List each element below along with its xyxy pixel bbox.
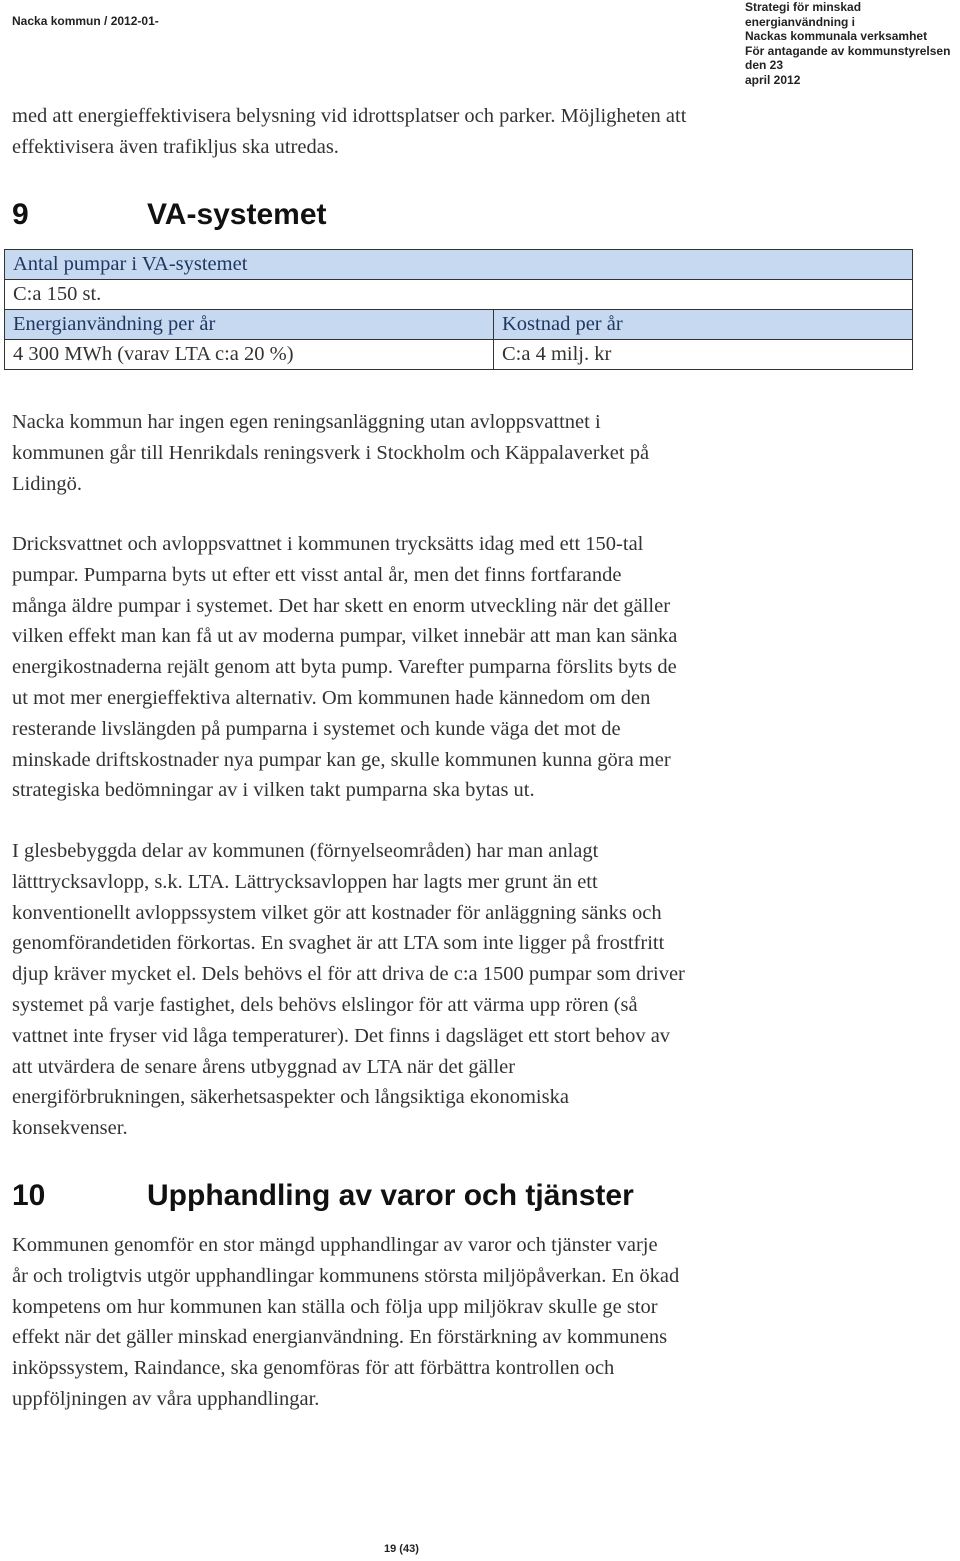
cost-value: C:a 4 milj. kr	[494, 340, 913, 370]
text-line: energiförbrukningen, säkerhetsaspekter och långsiktiga ekonomiska	[12, 1086, 569, 1109]
table-row	[5, 310, 913, 340]
text-line: vattnet inte fryser vid låga temperaturer). Det finns i dagsläget ett stort behov av	[12, 1024, 671, 1047]
pump-count-label: Antal pumpar i VA-systemet	[5, 250, 913, 280]
paragraph-procurement	[12, 1230, 952, 1415]
page-number: 19 (43)	[384, 1543, 419, 1555]
paragraph-lta	[12, 836, 952, 1144]
energy-value: 4 300 MWh (varav LTA c:a 20 %)	[5, 340, 494, 370]
text-line: Kommunen genomför en stor mängd upphandlingar av varor och tjänster varje	[12, 1234, 658, 1256]
header-left: Nacka kommun / 2012-01-	[12, 14, 159, 28]
text-line: konsekvenser.	[12, 1117, 128, 1140]
text-line: I glesbebyggda delar av kommunen (förnyelseområden) har man anlagt	[12, 840, 599, 862]
header-right-line: Strategi för minskad energianvändning i	[745, 0, 862, 29]
table-row	[5, 250, 913, 280]
intro-paragraph	[12, 101, 952, 163]
section-title: Upphandling av varor och tjänster	[147, 1179, 634, 1212]
text-line: djup kräver mycket el. Dels behövs el för att driva de c:a 1500 pumpar som driver	[12, 963, 685, 986]
text-line: systemet på varje fastighet, dels behövs elslingor för att värma upp rören (så	[12, 993, 638, 1016]
text-line: resterande livslängden på pumparna i systemet och kunde väga det mot de	[12, 717, 621, 740]
header-right	[745, 0, 957, 87]
text-line: Nacka kommun har ingen egen reningsanläggning utan avloppsvattnet i	[12, 411, 601, 433]
va-info-table	[4, 249, 913, 370]
section-10-heading	[12, 1179, 634, 1213]
text-line: lätttrycksavlopp, s.k. LTA. Lättrycksavloppen har lagts mer grunt än ett	[12, 870, 598, 893]
text-line: konventionellt avloppssystem vilket gör att kostnader för anläggning sänks och	[12, 901, 662, 924]
text-line: strategiska bedömningar av i vilken takt pumparna ska bytas ut.	[12, 779, 535, 802]
text-line: effekt när det gäller minskad energianvändning. En förstärkning av kommunens	[12, 1326, 668, 1349]
section-9-heading	[12, 198, 327, 232]
header-right-line: För antagande av kommunstyrelsen den 23	[745, 43, 951, 72]
text-line: pumpar. Pumparna byts ut efter ett visst antal år, men det finns fortfarande	[12, 563, 622, 586]
text-line: med att energieffektivisera belysning vid idrottsplatser och parker. Möjligheten att	[12, 105, 687, 127]
text-line: många äldre pumpar i systemet. Det har skett en enorm utveckling när det gäller	[12, 594, 671, 617]
paragraph-pumps	[12, 529, 952, 806]
text-line: inköpssystem, Raindance, ska genomföras för att förbättra kontrollen och	[12, 1357, 615, 1380]
text-line: Lidingö.	[12, 472, 83, 495]
header-right-line: Nackas kommunala verksamhet	[745, 29, 928, 43]
text-line: energikostnaderna rejält genom att byta pump. Varefter pumparna förslits byts de	[12, 656, 677, 679]
text-line: år och troligtvis utgör upphandlingar kommunens största miljöpåverkan. En ökad	[12, 1264, 680, 1287]
text-line: minskade driftskostnader nya pumpar kan ge, skulle kommunen kunna göra mer	[12, 748, 671, 771]
energy-label: Energianvändning per år	[5, 310, 494, 340]
text-line: att utvärdera de senare årens utbyggnad av LTA när det gäller	[12, 1055, 516, 1078]
text-line: genomförandetiden förkortas. En svaghet är att LTA som inte ligger på frostfritt	[12, 932, 665, 955]
pump-count-value: C:a 150 st.	[5, 280, 913, 310]
text-line: kompetens om hur kommunen kan ställa och följa upp miljökrav skulle ge stor	[12, 1295, 658, 1318]
cost-label: Kostnad per år	[494, 310, 913, 340]
table-row	[5, 340, 913, 370]
text-line: vilken effekt man kan få ut av moderna pumpar, vilket innebär att man kan sänka	[12, 625, 678, 648]
section-number: 9	[12, 198, 29, 231]
text-line: uppföljningen av våra upphandlingar.	[12, 1387, 320, 1410]
text-line: kommunen går till Henrikdals reningsverk i Stockholm och Käppalaverket på	[12, 441, 650, 464]
paragraph-treatment	[12, 407, 952, 499]
text-line: ut mot mer energieffektiva alternativ. Om kommunen hade kännedom om den	[12, 686, 651, 709]
text-line: effektivisera även trafikljus ska utredas.	[12, 135, 339, 158]
table-row	[5, 280, 913, 310]
header-right-line: april 2012	[745, 72, 801, 87]
section-title: VA-systemet	[147, 198, 327, 231]
section-number: 10	[12, 1179, 46, 1212]
text-line: Dricksvattnet och avloppsvattnet i kommunen trycksätts idag med ett 150-tal	[12, 533, 644, 555]
